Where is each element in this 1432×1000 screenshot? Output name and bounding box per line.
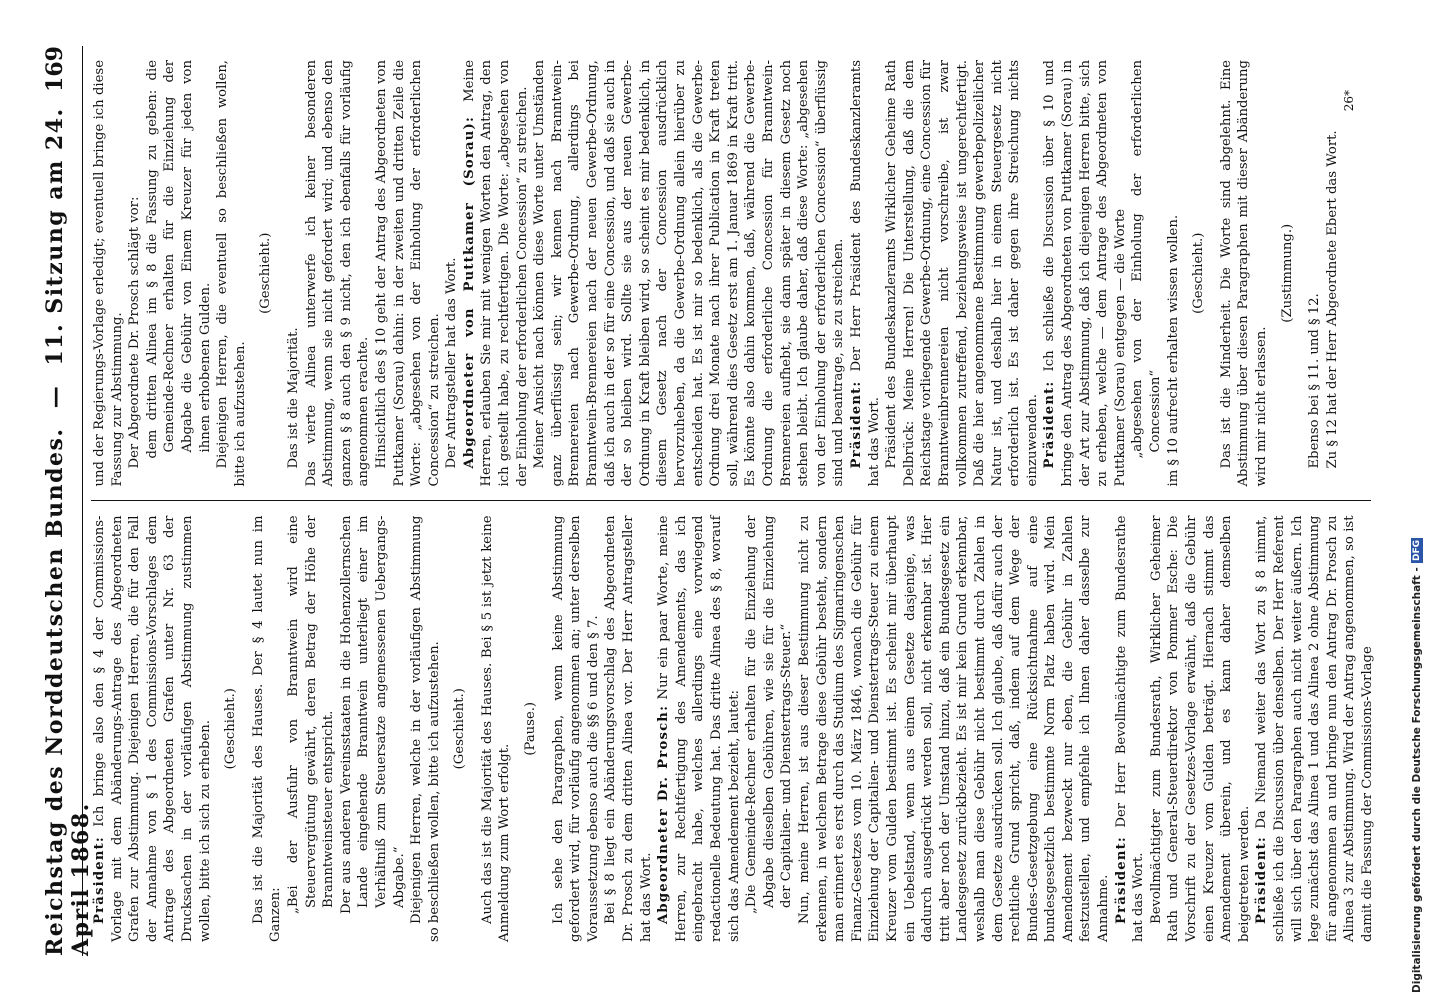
paragraph: Das ist die Minderheit. Die Worte sind abgelehnt. Eine Abstimmung über diesen Paragraphen mit dieser Abänderung wird mir nicht erlassen. xyxy=(1218,60,1269,487)
left-column xyxy=(91,502,1375,957)
paragraph: im § 10 aufrecht erhalten wissen wollen. xyxy=(1165,214,1181,487)
paragraph: Bevollmächtigter zum Bundesrath, Wirklicher Geheimer Rath und General-Steuerdirektor von Pommer Esche: Die Vorschrift zu der Gesetzes-Vorlage erwähnt, daß die Gebühr einen Kreuzer vom Gulden beträgt. Hiernach stimmt das Amendement überein, und es kann daher demselben beigetreten werden. xyxy=(1148,515,1252,942)
paragraph: Das ist die Majorität. xyxy=(285,327,301,469)
paragraph: Bei § 8 liegt ein Abänderungsvorschlag des Abgeordneten Dr. Prosch zu dem dritten Alinea vor. Der Herr Antragsteller hat das Wort. xyxy=(603,515,654,942)
running-header xyxy=(42,46,94,956)
paragraph: Der Abgeordnete Dr. Prosch schlägt vor: xyxy=(127,196,143,469)
paragraph: Ebenso bei § 11. und § 12. xyxy=(1307,293,1323,469)
stage-direction: (Zustimmung.) xyxy=(1279,223,1295,323)
stage-direction: (Geschieht.) xyxy=(452,688,468,770)
quoted-text: „Die Gemeinde-Rechner erhalten für die Einziehung der Abgabe dieselben Gebühren, wie sie für die Einziehung der Capitalien- und Dienstertrags-Steuer.“ xyxy=(744,515,795,914)
paragraph: Das ist die Majorität des Hauses. Der § 4 lautet nun im Ganzen: xyxy=(250,515,284,942)
speaker-name: Präsident: xyxy=(1113,835,1129,924)
stage-direction: (Geschieht.) xyxy=(223,688,239,770)
paragraph: Hinsichtlich des § 10 geht der Antrag des Abgeordneten von Puttkamer (Sorau) dahin: in der zweiten und dritten Zeile die Worte: „abgesehen von der Einholung der erforderlichen Concession“ zu streichen. xyxy=(373,60,442,487)
speaker-name: Abgeordneter Dr. Prosch: xyxy=(656,704,672,924)
speaker-name: Präsident: xyxy=(1042,380,1058,469)
dfg-sidebar xyxy=(1410,8,1424,993)
quoted-text: dem dritten Alinea im § 8 die Fassung zu geben: die Gemeinde-Rechner erhalten für die Einziehung der Abgabe die Gebühr von Einem Kreuzer für jeden von ihnen erhobenen Gulden. xyxy=(144,60,213,459)
speech-paragraph xyxy=(1113,516,1148,943)
dfg-logo: DFG xyxy=(1412,540,1422,562)
header-center-title: 11. Sitzung am 24. April 1868. xyxy=(42,107,94,956)
speech-paragraph xyxy=(1253,516,1376,943)
footnote-mark: 26* xyxy=(1342,90,1357,112)
right-column xyxy=(91,46,1371,502)
page-number: 169 xyxy=(42,46,68,92)
paragraph: Zu § 12 hat der Herr Abgeordnete Ebert das Wort. xyxy=(1324,130,1340,469)
quoted-text: Der aus anderen Vereinsstaaten in die Hohenzollernschen Lande eingehende Branntwein unterliegt einer im Verhältniß zum Steuersatze angemessenen Uebergangs-Abgabe.“ xyxy=(338,515,407,914)
paragraph: Präsident des Bundeskanzleramts Wirklicher Geheime Rath Delbrück: Meine Herren! Die Unterstellung, daß die dem Reichstage vorliegende Gewerbe-Ordnung, eine Concession für Branntweinbrennereien nicht vorschreibe, ist zwar vollkommen zutreffend, beziehungsweise ist ungerechtfertigt. Daß die hier angenommene Bestimmung gewerbepolizeilicher Natur ist, und deshalb hier in einem Steuergesetz nicht erforderlich ist. Es ist daher gegen ihre Streichung nichts einzuwenden. xyxy=(884,60,1040,487)
paragraph: Diejenigen Herren, die eventuell so beschließen wollen, bitte ich aufzustehen. xyxy=(215,60,248,487)
speech-text: Ich schließe die Discussion über § 10 und bringe den Antrag des Abgeordneten von Puttkamer (Sorau) in der Art zur Abstimmung, daß ich diejenigen Herren bitte, sich zu erheben, welche — dem Antrage des Abgeordneten von Puttkamer (Sorau) entgegen — die Worte xyxy=(1042,60,1128,487)
dfg-credit-text: Digitalisierung gefördert durch die Deutsche Forschungsgemeinschaft - xyxy=(1411,567,1423,993)
paragraph: Meiner Ansicht nach können diese Worte unter Umständen ganz überflüssig sein; wir kennen nach Branntwein-Brennereien nach Gewerbe-Ordnung, allerdings bei Branntwein-Brennereien nach der neuen Gewerbe-Ordnung, daß ich auch in der so für eine Concession, und daß sie auch in der so bleiben wird. Sollte sie aus der neuen Gewerbe-Ordnung in Kraft bleiben wird, so scheint es mir bedenklich, in diesem Gesetz nach der Concession ausdrücklich hervorzuheben, da die Gewerbe-Ordnung allein hierüber zu entscheiden hat. Es ist mir so bedenklich, als die Gewerbe-Ordnung drei Monate nach ihrer Publication in Kraft treten soll, während dies Gesetz erst am 1. Januar 1869 in Kraft tritt. Es könnte also dahin kommen, daß, während die Gewerbe-Ordnung die erforderliche Concession für Branntwein-Brennereien aufhebt, sie dann später in diesem Gesetz noch stehen bleibt. Ich glaube daher, daß diese Worte: „abgesehen von der Einholung der erforderlichen Concession“ überflüssig sind und beantrage, sie zu streichen. xyxy=(532,60,847,487)
speech-text: Der Herr Präsident des Bundeskanzleramts hat das Wort. xyxy=(848,60,882,487)
paragraph: Das vierte Alinea unterwerfe ich keiner besonderen Abstimmung, wenn sie nicht gefordert wird; und ebenso den ganzen § 8 auch den § 9 nicht, den ich ebenfalls für vorläufig angenommen erachte. xyxy=(303,60,372,487)
speech-text: Nur ein paar Worte, meine Herren, zur Rechtfertigung des Amendements, das ich eingebracht habe, welches allerdings eine vorwiegend redactionelle Bedeutung hat. Das dritte Alinea des § 8, worauf sich das Amendement bezieht, lautet: xyxy=(656,515,742,942)
speech-paragraph xyxy=(848,60,883,487)
paragraph: Der Antragsteller hat das Wort. xyxy=(444,257,460,469)
header-separator: — xyxy=(42,384,68,409)
stage-direction: (Geschieht.) xyxy=(258,232,274,314)
quoted-text: „Bei der Ausfuhr von Branntwein wird eine Steuervergütung gewährt, deren Betrag der Höhe der Branntweinsteuer entspricht. xyxy=(285,515,337,914)
stage-direction: (Pause.) xyxy=(523,701,539,756)
speaker-name: Präsident: xyxy=(848,380,864,469)
paragraph: Diejenigen Herren, welche in der vorläufigen Abstimmung so beschließen wollen, bitte ich aufzustehen. xyxy=(409,515,442,942)
speech-paragraph xyxy=(655,516,743,943)
paragraph: und der Regierungs-Vorlage erledigt; eventuell bringe ich diese Fassung zur Abstimmung. xyxy=(92,60,125,487)
paragraph: Ich sehe den Paragraphen, wenn keine Abstimmung gefordert wird, für vorläufig angenommen an; unter derselben Voraussetzung ebenso auch die §§ 6 und den § 7. xyxy=(550,515,601,942)
speech-paragraph xyxy=(91,516,214,943)
speech-paragraph xyxy=(461,60,531,487)
speaker-name: Präsident: xyxy=(92,835,107,924)
speech-paragraph xyxy=(1041,60,1129,487)
stage-direction: (Geschieht.) xyxy=(1191,232,1207,314)
speaker-name: Präsident: xyxy=(1254,835,1270,924)
speaker-name: Abgeordneter von Puttkamer (Sorau): xyxy=(461,115,477,469)
speech-text: Der Herr Bevollmächtigte zum Bundesrathe hat das Wort. xyxy=(1113,515,1147,942)
text-columns xyxy=(91,46,1375,956)
paragraph: Nun, meine Herren, ist aus dieser Bestimmung nicht zu erkennen, in welchem Betrage diese Gebühr besteht, sondern man erinnert es erst durch das Studium des Sigmaringenschen Finanz-Gesetzes vom 10. März 1846, wonach die Gebühr für Einziehung der Capitalien- und Dienstertrags-Steuer zu einem Kreuzer vom Gulden bestimmt ist. Es scheint mir überhaupt ein Uebelstand, wenn aus einem Gesetze dasjenige, was dadurch ausgedrückt werden soll, nicht erkennbar ist. Hier tritt aber noch der Umstand hinzu, daß ein Bundesgesetz ein Landesgesetz zurückbezieht. Es ist mir kein Grund erkennbar, weshalb man diese Gebühr nicht bestimmt durch Zahlen in dem Gesetze ausdrücken soll. Ich glaube, daß dafür auch der rechtliche Grund spricht, daß, indem auf dem Wege der Bundes-Gesetzgebung eine Rücksichtnahme auf eine bundesgesetzlich bestimmte Norm Platz haben wird. Mein Amendement bezweckt nur eben, die Gebühr in Zahlen festzustellen, und empfehle ich Ihnen daher dasselbe zur Annahme. xyxy=(796,515,1112,942)
speech-text: Da Niemand weiter das Wort zu § 8 nimmt, schließe ich die Discussion über denselben. Der Herr Referent will sich über den Paragraphen auch nicht weiter äußern. Ich lege zunächst das Alinea 1 und das Alinea 2 ohne Abstimmung für angenommen an und bringe nun den Antrag Dr. Prosch zu Alinea 3 zur Abstimmung. Wird der Antrag angenommen, so ist damit die Fassung der Commissions-Vorlage xyxy=(1254,515,1375,942)
quoted-text: „abgesehen von der Einholung der erforderlichen Concession“ xyxy=(1130,60,1164,459)
header-left-title: Reichstag des Norddeutschen Bundes. xyxy=(42,427,68,956)
paragraph: Auch das ist die Majorität des Hauses. Bei § 5 ist jetzt keine Anmeldung zum Wort erfolgt. xyxy=(479,515,513,942)
speech-text: Ich bringe also den § 4 der Commissions-Vorlage mit dem Abänderungs-Antrage des Abgeordneten Grafen zur Abstimmung. Diejenigen Herren, die für den Fall der Annahme von § 1 des Commissions-Vorschlages dem Antrage des Abgeordneten Grafen unter Nr. 63 der Drucksachen in der vorläufigen Abstimmung zustimmen wollen, bitte ich sich zu erheben. xyxy=(92,515,213,942)
speech-text: Meine Herren, erlauben Sie mir mit wenigen Worten den Antrag, den ich gestellt habe, zu rechtfertigen. Die Worte: „abgesehen von der Einholung der erforderlichen Concession“ zu streichen. xyxy=(461,60,530,487)
